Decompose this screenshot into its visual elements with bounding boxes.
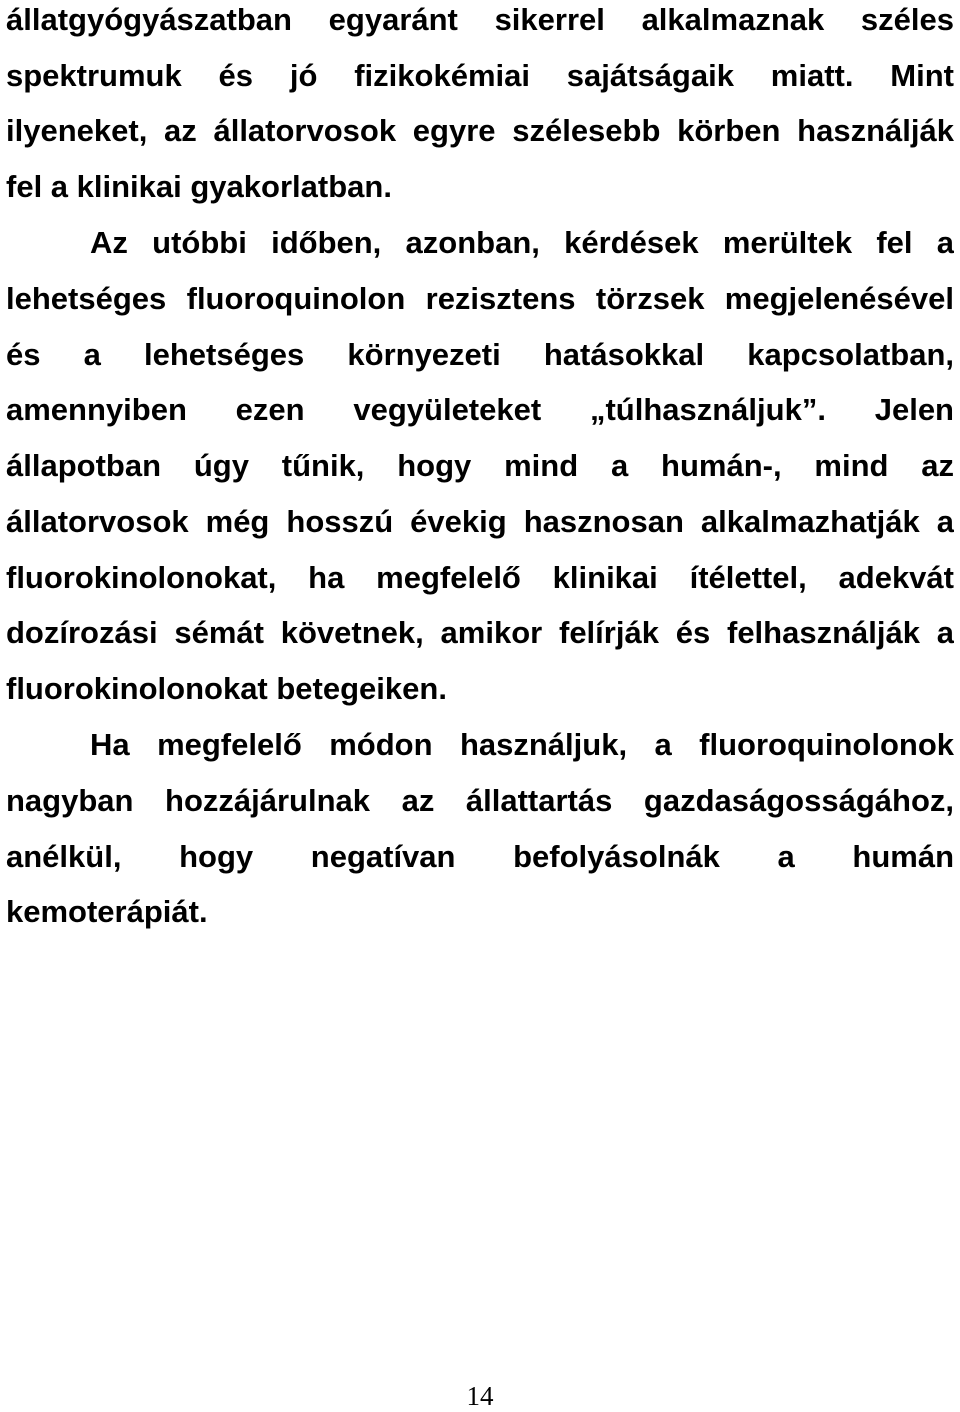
text-line: ilyeneket, az állatorvosok egyre szélesebb körben használják xyxy=(6,113,954,148)
text-line: fluorokinolonokat, ha megfelelő klinikai ítélettel, adekvát xyxy=(6,560,954,595)
text-line: anélkül, hogy negatívan befolyásolnák a humán xyxy=(6,839,954,874)
paragraph-start-line: Az utóbbi időben, azonban, kérdések merültek fel a xyxy=(90,225,954,260)
text-line: nagyban hozzájárulnak az állattartás gazdaságosságához, xyxy=(6,783,954,818)
text-line: és a lehetséges környezeti hatásokkal kapcsolatban, xyxy=(6,337,954,372)
text-line: fel a klinikai gyakorlatban. xyxy=(6,169,392,204)
text-line: állapotban úgy tűnik, hogy mind a humán-, mind az xyxy=(6,448,954,483)
text-line: dozírozási sémát követnek, amikor felírják és felhasználják a xyxy=(6,615,954,650)
text-line: állatorvosok még hosszú évekig hasznosan alkalmazhatják a xyxy=(6,504,954,539)
text-line: fluorokinolonokat betegeiken. xyxy=(6,671,447,706)
text-line: kemoterápiát. xyxy=(6,894,208,929)
text-line: állatgyógyászatban egyaránt sikerrel alkalmaznak széles xyxy=(6,2,954,37)
text-line: amennyiben ezen vegyületeket „túlhasználjuk”. Jelen xyxy=(6,392,954,427)
paragraph-start-line: Ha megfelelő módon használjuk, a fluoroquinolonok xyxy=(90,727,954,762)
text-line: spektrumuk és jó fizikokémiai sajátságaik miatt. Mint xyxy=(6,58,954,93)
page-number: 14 xyxy=(466,1381,494,1411)
text-line: lehetséges fluoroquinolon rezisztens törzsek megjelenésével xyxy=(6,281,954,316)
